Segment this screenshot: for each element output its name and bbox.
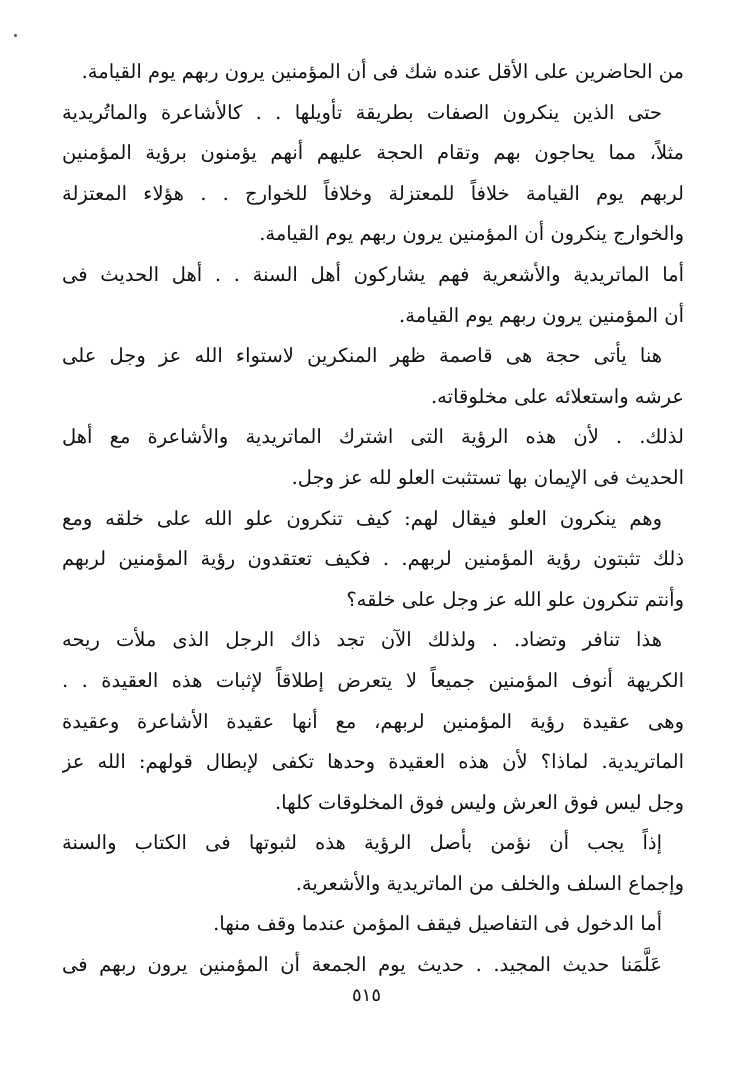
text-line-22: أما الدخول فى التفاصيل فيقف المؤمن عندما وقف منها. [213, 912, 662, 936]
text-line-6: أما الماتريدية والأشعرية فهم يشاركون أهل السنة . . أهل الحديث فى [62, 262, 684, 286]
text-line-2: حتى الذين ينكرون الصفات بطريقة تأويلها . . كالأشاعرة والماتُريدية [62, 100, 662, 124]
text-line-19: وجل ليس فوق العرش وليس فوق المخلوقات كلها. [274, 790, 684, 814]
scan-speck [14, 34, 17, 37]
text-line-15: هذا تنافر وتضاد. . ولذلك الآن تجد ذاك الرجل الذى ملأت ريحه [62, 628, 662, 652]
text-line-13: ذلك تثبتون رؤية المؤمنين لربهم. . فكيف تعتقدون رؤية المؤمنين لربهم [62, 547, 684, 571]
text-line-18: الماتريدية. لماذا؟ لأن هذه العقيدة وحدها تكفى لإبطال قولهم: الله عز [62, 750, 684, 774]
text-line-10: لذلك. . لأن هذه الرؤية التى اشترك الماتريدية والأشاعرة مع أهل [62, 425, 684, 449]
text-line-1: من الحاضرين على الأقل عنده شك فى أن المؤمنين يرون ربهم يوم القيامة. [81, 60, 684, 83]
text-line-5: والخوارج ينكرون أن المؤمنين يرون ربهم يوم القيامة. [259, 222, 684, 246]
text-line-12: وهم ينكرون العلو فيقال لهم: كيف تنكرون علو الله على خلقه ومع [62, 506, 662, 530]
text-line-9: عرشه واستعلائه على مخلوقاته. [430, 384, 684, 408]
text-line-16: الكريهة أنوف المؤمنين جميعاً لا يتعرض إطلاقاً لإثبات هذه العقيدة . . [62, 668, 684, 692]
text-line-23: عَلَّمَنا حديث المجيد. . حديث يوم الجمعة أن المؤمنين يرون ربهم فى [62, 953, 662, 977]
text-line-4: لربهم يوم القيامة خلافاً للمعتزلة وخلافاً للخوارج . . هؤلاء المعتزلة [62, 181, 684, 205]
page-number: ٥١٥ [351, 985, 381, 1006]
text-line-3: مثلاً، مما يحاجون بهم وتقام الحجة عليهم أنهم يؤمنون برؤية المؤمنين [62, 141, 684, 165]
text-line-17: وهى عقيدة رؤية المؤمنين لربهم، مع أنها عقيدة الأشاعرة وعقيدة [62, 709, 684, 733]
body-text [62, 52, 684, 986]
text-line-7: أن المؤمنين يرون ربهم يوم القيامة. [399, 303, 684, 327]
text-line-8: هنا يأتى حجة هى قاصمة ظهر المنكرين لاستواء الله عز وجل على [62, 344, 662, 368]
text-line-14: وأنتم تنكرون علو الله عز وجل على خلقه؟ [346, 587, 684, 611]
text-line-20: إذاً يجب أن نؤمن بأصل الرؤية هذه لثبوتها فى الكتاب والسنة [62, 831, 662, 855]
text-line-21: وإجماع السلف والخلف من الماتريدية والأشعرية. [295, 871, 684, 895]
text-line-11: الحديث فى الإيمان بها تستثبت العلو لله عز وجل. [291, 465, 684, 489]
